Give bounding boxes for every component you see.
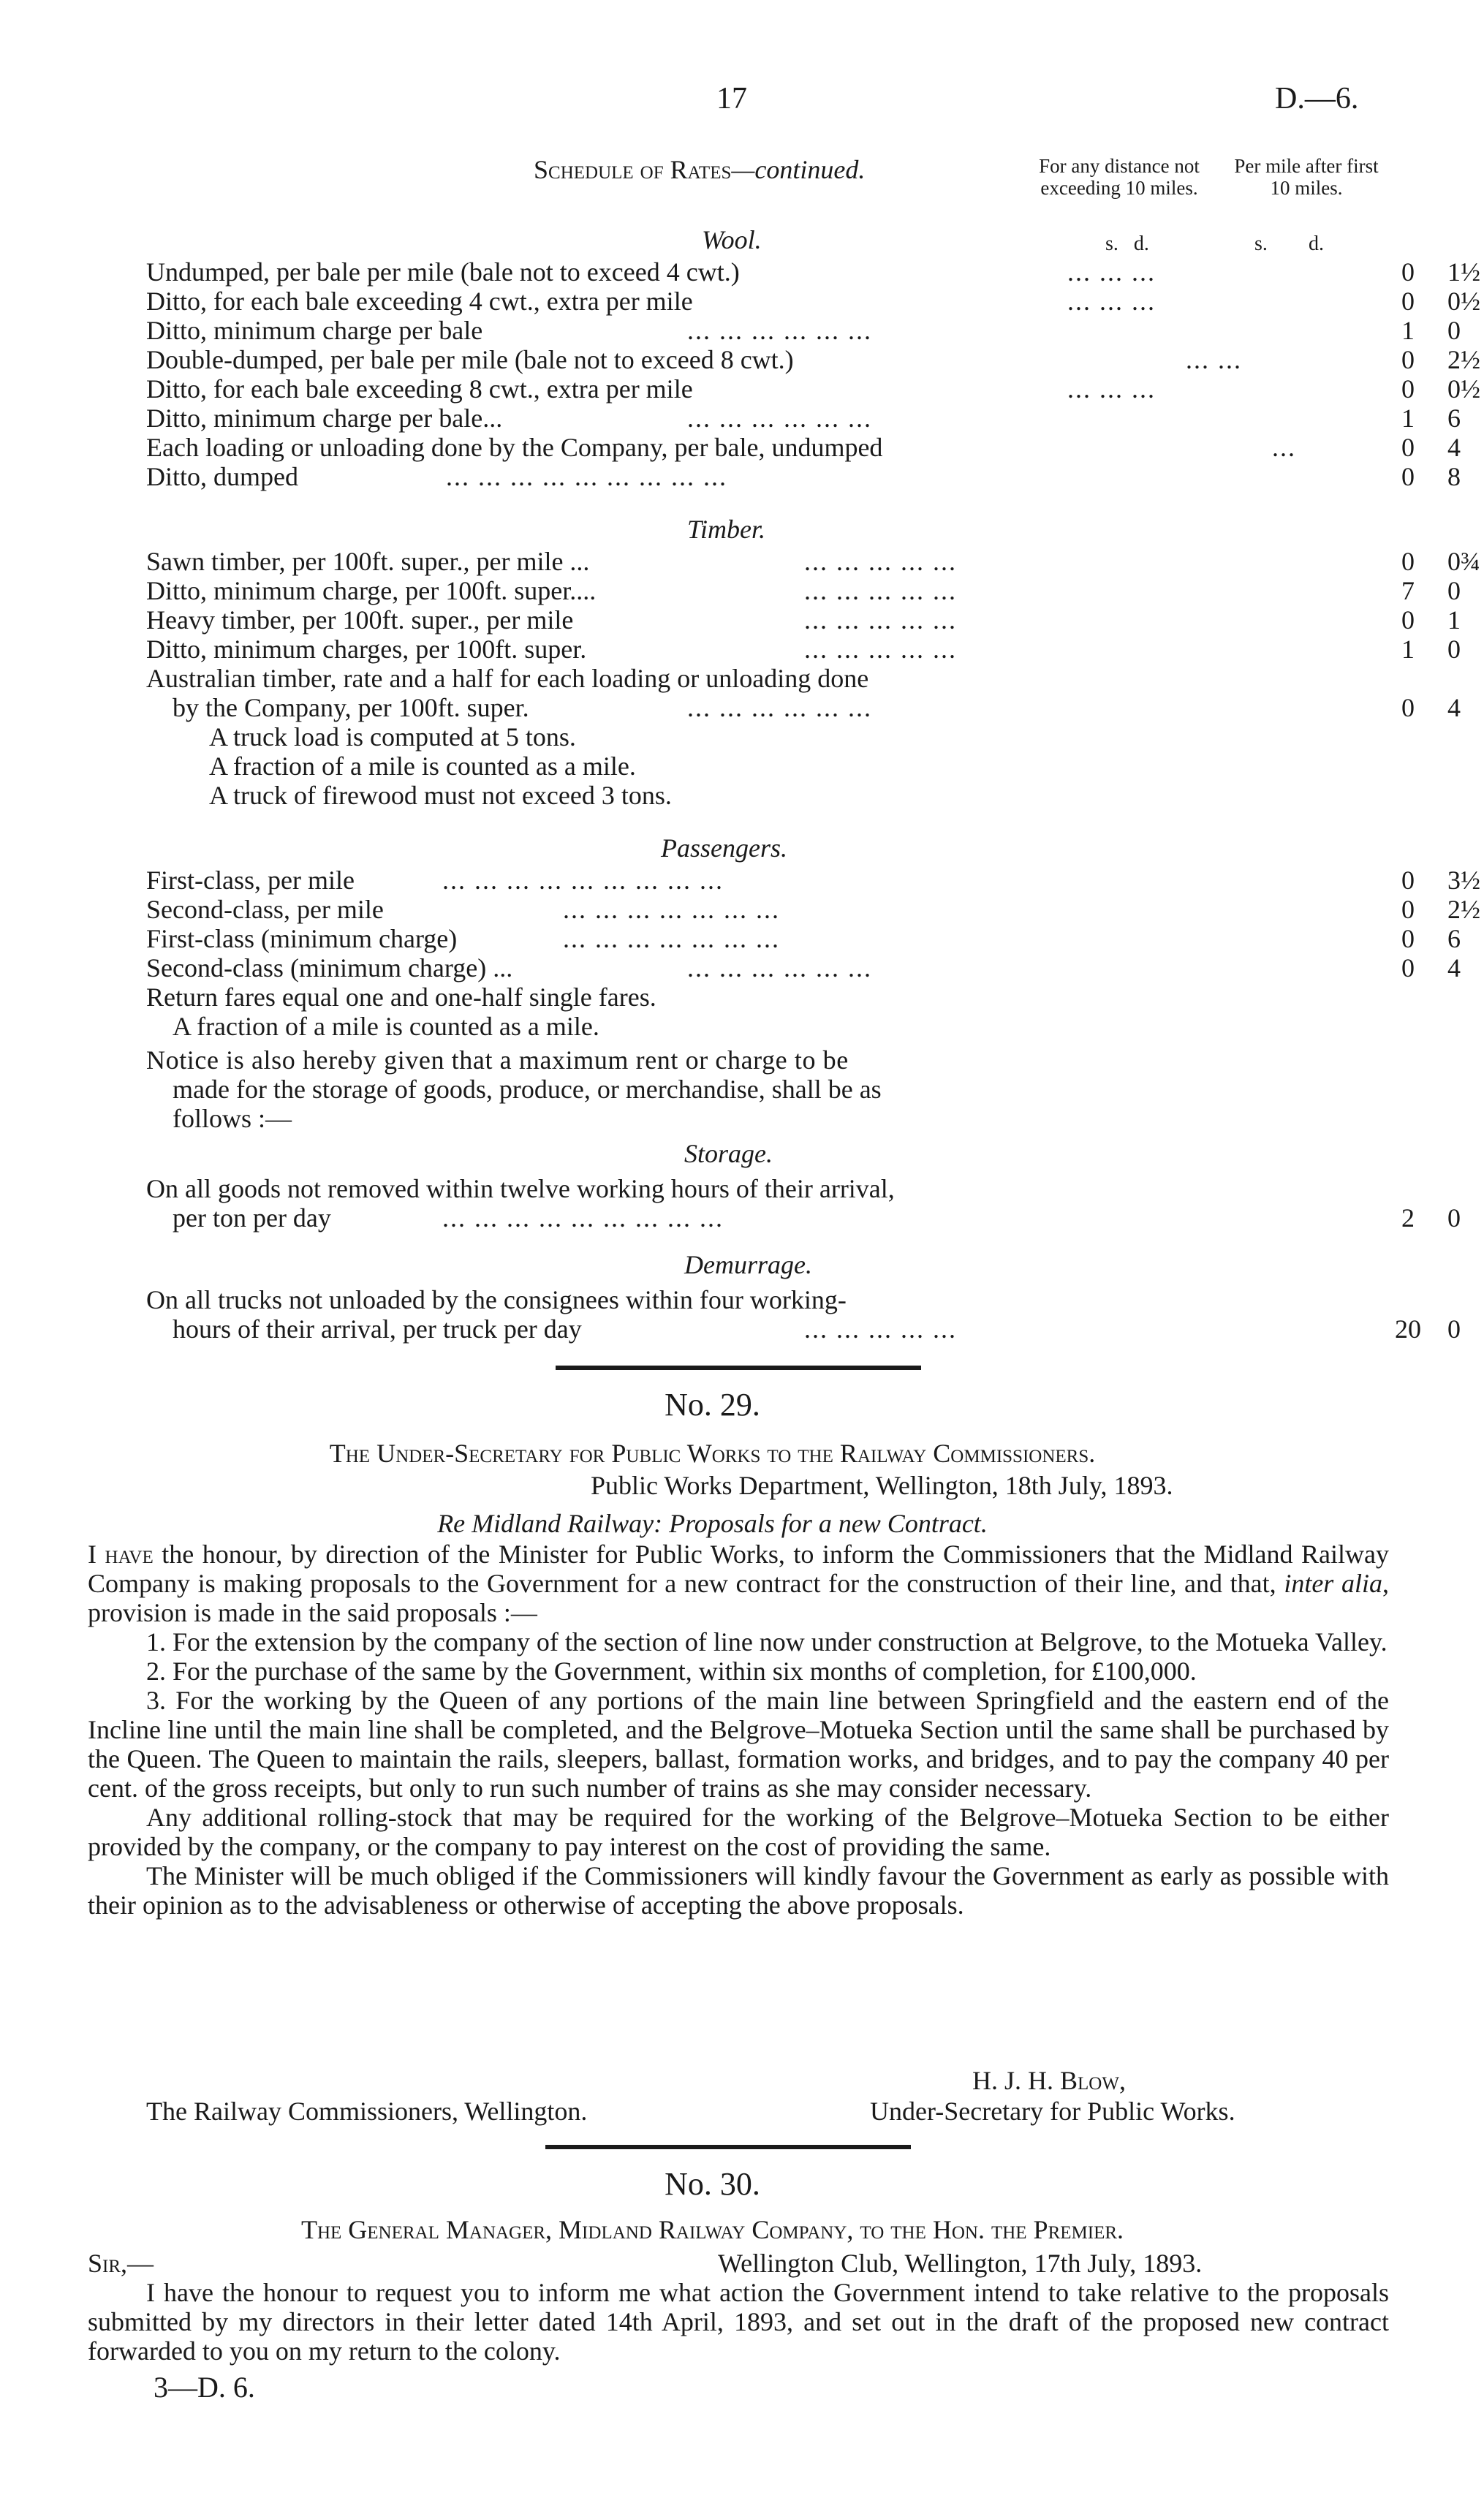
table-row	[146, 693, 1461, 722]
letter-number-30: No. 30.	[665, 2166, 760, 2202]
page-number: 17	[716, 82, 747, 116]
table-row	[146, 605, 1461, 635]
row-description: Each loading or unloading done by the Company, per bale, undumped	[146, 433, 883, 462]
row-description: On all trucks not unloaded by the consignees within four working-	[146, 1285, 847, 1314]
table-row	[146, 433, 1461, 462]
table-row	[146, 924, 1461, 953]
row-description: Sawn timber, per 100ft. super., per mile ...	[146, 547, 590, 576]
subject-text: Midland Railway: Proposals for a new Contract.	[472, 1509, 988, 1538]
table-row	[146, 404, 1461, 433]
section-heading-passengers: Passengers.	[661, 833, 787, 863]
note-line	[146, 751, 1345, 781]
inter-alia: inter alia	[1284, 1569, 1382, 1598]
leader-dots: ... ... ...	[1067, 287, 1156, 316]
table-row	[146, 316, 1461, 345]
leader-dots: ... ... ... ... ... ...	[687, 316, 872, 345]
section-heading-timber: Timber.	[687, 515, 766, 544]
row-pence: 2½	[1447, 895, 1480, 924]
table-row	[146, 374, 1480, 404]
leader-dots: ... ... ... ... ...	[804, 1314, 957, 1344]
row-pence: 1	[1447, 605, 1461, 635]
letter-30-heading: The General Manager, Midland Railway Company, to the Hon. the Premier.	[300, 2215, 1124, 2244]
row-pence: 6	[1447, 924, 1461, 953]
row-shillings: 0	[1401, 605, 1415, 635]
schedule-title-main: Schedule of Rates	[534, 155, 732, 184]
row-shillings: 1	[1401, 404, 1415, 433]
row-pence: 0	[1447, 316, 1461, 345]
paragraph-text: , provision is made in the said proposals :—	[88, 1569, 1389, 1627]
row-pence: 6	[1447, 404, 1461, 433]
letter-30-body	[88, 2278, 1389, 2366]
paragraph: The Minister will be much obliged if the Commissioners will kindly favour the Government as early as possible with their opinion as to the advisableness or otherwise of accepting the above proposals.	[88, 1861, 1389, 1920]
notice-text: made for the storage of goods, produce, or merchandise, shall be as	[173, 1075, 882, 1104]
list-item: 3. For the working by the Queen of any portions of the main line between Springfield and the eastern end of the Incline line until the main line shall be completed, and the Belgrove–Motueka Section until the same shall be purchased by the Queen. The Queen to maintain the rails, sleepers, ballast, formation works, and bridges, and to pay the company 40 per cent. of the gross receipts, but only to run such number of trains as she may consider necessary.	[88, 1686, 1389, 1803]
row-description: Second-class, per mile	[146, 895, 384, 924]
letter-29-signature: H. J. H. Blow,	[972, 2066, 1126, 2095]
row-description: Double-dumped, per bale per mile (bale not to exceed 8 cwt.)	[146, 345, 794, 374]
schedule-title	[534, 155, 865, 184]
row-description: Ditto, minimum charge per bale...	[146, 404, 503, 433]
row-shillings: 0	[1401, 287, 1415, 316]
letter-29-subject	[0, 1509, 1425, 1538]
letter-29-addressee: The Railway Commissioners, Wellington.	[146, 2097, 588, 2126]
row-pence: 1½	[1447, 257, 1480, 287]
leader-dots: ... ... ... ... ... ... ... ... ...	[446, 462, 727, 491]
row-description: per ton per day	[173, 1203, 331, 1233]
list-item: 2. For the purchase of the same by the Government, within six months of completion, for £100,000.	[146, 1657, 1197, 1686]
signature-mark: 3—D. 6.	[154, 2371, 255, 2404]
row-shillings: 2	[1401, 1203, 1415, 1233]
fraction-note: A fraction of a mile is counted as a mile.	[173, 1012, 599, 1041]
paragraph	[88, 1540, 1389, 1627]
section-divider	[556, 1366, 921, 1370]
row-shillings: 7	[1401, 576, 1415, 605]
table-row	[146, 635, 1461, 664]
row-pence: 4	[1447, 953, 1461, 983]
row-description: Heavy timber, per 100ft. super., per mile	[146, 605, 574, 635]
notice-line	[146, 1045, 1345, 1075]
table-row	[146, 1314, 1461, 1344]
row-pence: 0	[1447, 576, 1461, 605]
leader-dots: ... ... ... ... ...	[804, 635, 957, 664]
return-fares-note: Return fares equal one and one-half single fares.	[146, 983, 656, 1012]
row-shillings: 0	[1401, 953, 1415, 983]
letter-29-body	[88, 1540, 1389, 1920]
paragraph: I have the honour to request you to inform me what action the Government intend to take relative to the proposals submitted by my directors in their letter dated 14th April, 1893, and set out in the draft of the proposed new contract forwarded to you on my return to the colony.	[88, 2278, 1389, 2366]
note-line	[146, 983, 1345, 1012]
paragraph: Any additional rolling-stock that may be required for the working of the Belgrove–Motueka Section to be either provided by the company, or the company to pay interest on the cost of providing the same.	[88, 1803, 1389, 1861]
row-shillings: 0	[1401, 433, 1415, 462]
units-d: d.	[1309, 232, 1324, 255]
leader-dots: ... ... ... ... ... ... ...	[563, 895, 780, 924]
section-divider	[545, 2145, 911, 2149]
row-description: Ditto, minimum charge per bale	[146, 316, 483, 345]
letter-29-heading: The Under-Secretary for Public Works to the Railway Commissioners.	[329, 1439, 1096, 1468]
opening-words: I have	[88, 1540, 154, 1569]
leader-dots: ...	[1272, 433, 1296, 462]
section-heading-wool: Wool.	[702, 225, 762, 254]
row-description: On all goods not removed within twelve working hours of their arrival,	[146, 1174, 895, 1203]
leader-dots: ... ... ... ... ...	[804, 576, 957, 605]
timber-note: A truck load is computed at 5 tons.	[209, 722, 576, 751]
letter-29-signatory-title: Under-Secretary for Public Works.	[870, 2097, 1235, 2126]
table-row	[146, 953, 1461, 983]
row-shillings: 0	[1401, 693, 1415, 722]
row-shillings: 20	[1395, 1314, 1421, 1344]
table-row	[146, 462, 1461, 491]
row-pence: 4	[1447, 433, 1461, 462]
letter-30-salutation: Sir,—	[88, 2249, 154, 2278]
leader-dots: ... ... ...	[1067, 374, 1156, 404]
note-line	[146, 781, 1345, 810]
note-line	[146, 722, 1345, 751]
table-row	[146, 1285, 1345, 1314]
row-pence: 0	[1447, 1314, 1461, 1344]
leader-dots: ... ... ... ... ...	[804, 547, 957, 576]
table-row	[146, 576, 1461, 605]
row-pence: 0	[1447, 635, 1461, 664]
row-shillings: 0	[1401, 257, 1415, 287]
leader-dots: ... ...	[1186, 345, 1242, 374]
letter-29-place-date: Public Works Department, Wellington, 18th July, 1893.	[591, 1471, 1173, 1500]
row-shillings: 0	[1401, 374, 1415, 404]
notice-text: Notice is also hereby given that a maximum rent or charge to be	[146, 1045, 849, 1075]
paragraph-text: the honour, by direction of the Minister for Public Works, to inform the Commissioners that the Midland Railway Company is making proposals to the Government for a new contract for the construction of their line, and that,	[88, 1540, 1389, 1598]
section-heading-storage: Storage.	[684, 1139, 773, 1168]
table-row	[146, 345, 1480, 374]
section-heading-demurrage: Demurrage.	[684, 1250, 812, 1279]
row-pence: 0¾	[1447, 547, 1480, 576]
list-item: 1. For the extension by the company of the section of line now under construction at Belgrove, to the Motueka Valley.	[146, 1627, 1388, 1657]
table-row	[146, 257, 1480, 287]
row-description: Second-class (minimum charge) ...	[146, 953, 513, 983]
row-pence: 2½	[1447, 345, 1480, 374]
leader-dots: ... ... ... ... ... ... ...	[563, 924, 780, 953]
note-line	[146, 1012, 1345, 1041]
row-shillings: 1	[1401, 316, 1415, 345]
schedule-title-continued: —continued.	[731, 155, 866, 184]
row-pence: 0	[1447, 1203, 1461, 1233]
leader-dots: ... ... ... ... ... ...	[687, 953, 872, 983]
column-header-per-mile-after: Per mile after first 10 miles.	[1234, 155, 1379, 199]
table-row	[146, 664, 1345, 693]
leader-dots: ... ... ... ... ... ...	[687, 404, 872, 433]
notice-text: follows :—	[173, 1104, 292, 1133]
leader-dots: ... ... ... ... ... ... ... ... ...	[442, 1203, 724, 1233]
row-shillings: 0	[1401, 924, 1415, 953]
leader-dots: ... ... ... ... ... ...	[687, 693, 872, 722]
letter-number-29: No. 29.	[665, 1387, 760, 1423]
row-description: Australian timber, rate and a half for each loading or unloading done	[146, 664, 869, 693]
row-shillings: 0	[1401, 462, 1415, 491]
row-description: Ditto, for each bale exceeding 8 cwt., extra per mile	[146, 374, 693, 404]
leader-dots: ... ... ... ... ...	[804, 605, 957, 635]
leader-dots: ... ... ...	[1067, 257, 1156, 287]
table-row	[146, 547, 1480, 576]
row-description: Ditto, for each bale exceeding 4 cwt., extra per mile	[146, 287, 693, 316]
row-description: First-class, per mile	[146, 866, 355, 895]
table-row	[146, 1203, 1461, 1233]
row-description: Ditto, minimum charges, per 100ft. super.	[146, 635, 587, 664]
row-shillings: 0	[1401, 866, 1415, 895]
row-pence: 8	[1447, 462, 1461, 491]
table-row	[146, 895, 1480, 924]
row-shillings: 1	[1401, 635, 1415, 664]
row-pence: 3½	[1447, 866, 1480, 895]
letter-30-place-date: Wellington Club, Wellington, 17th July, 1893.	[718, 2249, 1203, 2278]
row-pence: 0½	[1447, 287, 1480, 316]
timber-note: A fraction of a mile is counted as a mile.	[209, 751, 636, 781]
row-description: First-class (minimum charge)	[146, 924, 458, 953]
units-s: s.	[1254, 232, 1268, 255]
table-row	[146, 1174, 1345, 1203]
row-pence: 4	[1447, 693, 1461, 722]
notice-line	[146, 1075, 1345, 1104]
row-shillings: 0	[1401, 345, 1415, 374]
row-shillings: 0	[1401, 547, 1415, 576]
notice-line	[146, 1104, 1345, 1133]
row-description: Ditto, minimum charge, per 100ft. super....	[146, 576, 597, 605]
page-ref: D.—6.	[1275, 82, 1359, 116]
units-left: s. d.	[1105, 232, 1149, 255]
row-shillings: 0	[1401, 895, 1415, 924]
table-row	[146, 866, 1480, 895]
table-row	[146, 287, 1480, 316]
timber-note: A truck of firewood must not exceed 3 tons.	[209, 781, 672, 810]
row-pence: 0½	[1447, 374, 1480, 404]
row-description: hours of their arrival, per truck per day	[173, 1314, 582, 1344]
subject-prefix: Re	[437, 1509, 466, 1538]
row-description: Undumped, per bale per mile (bale not to exceed 4 cwt.)	[146, 257, 740, 287]
row-description: Ditto, dumped	[146, 462, 298, 491]
row-description: by the Company, per 100ft. super.	[173, 693, 529, 722]
column-header-first-10-miles: For any distance not exceeding 10 miles.	[1039, 155, 1200, 199]
leader-dots: ... ... ... ... ... ... ... ... ...	[442, 866, 724, 895]
